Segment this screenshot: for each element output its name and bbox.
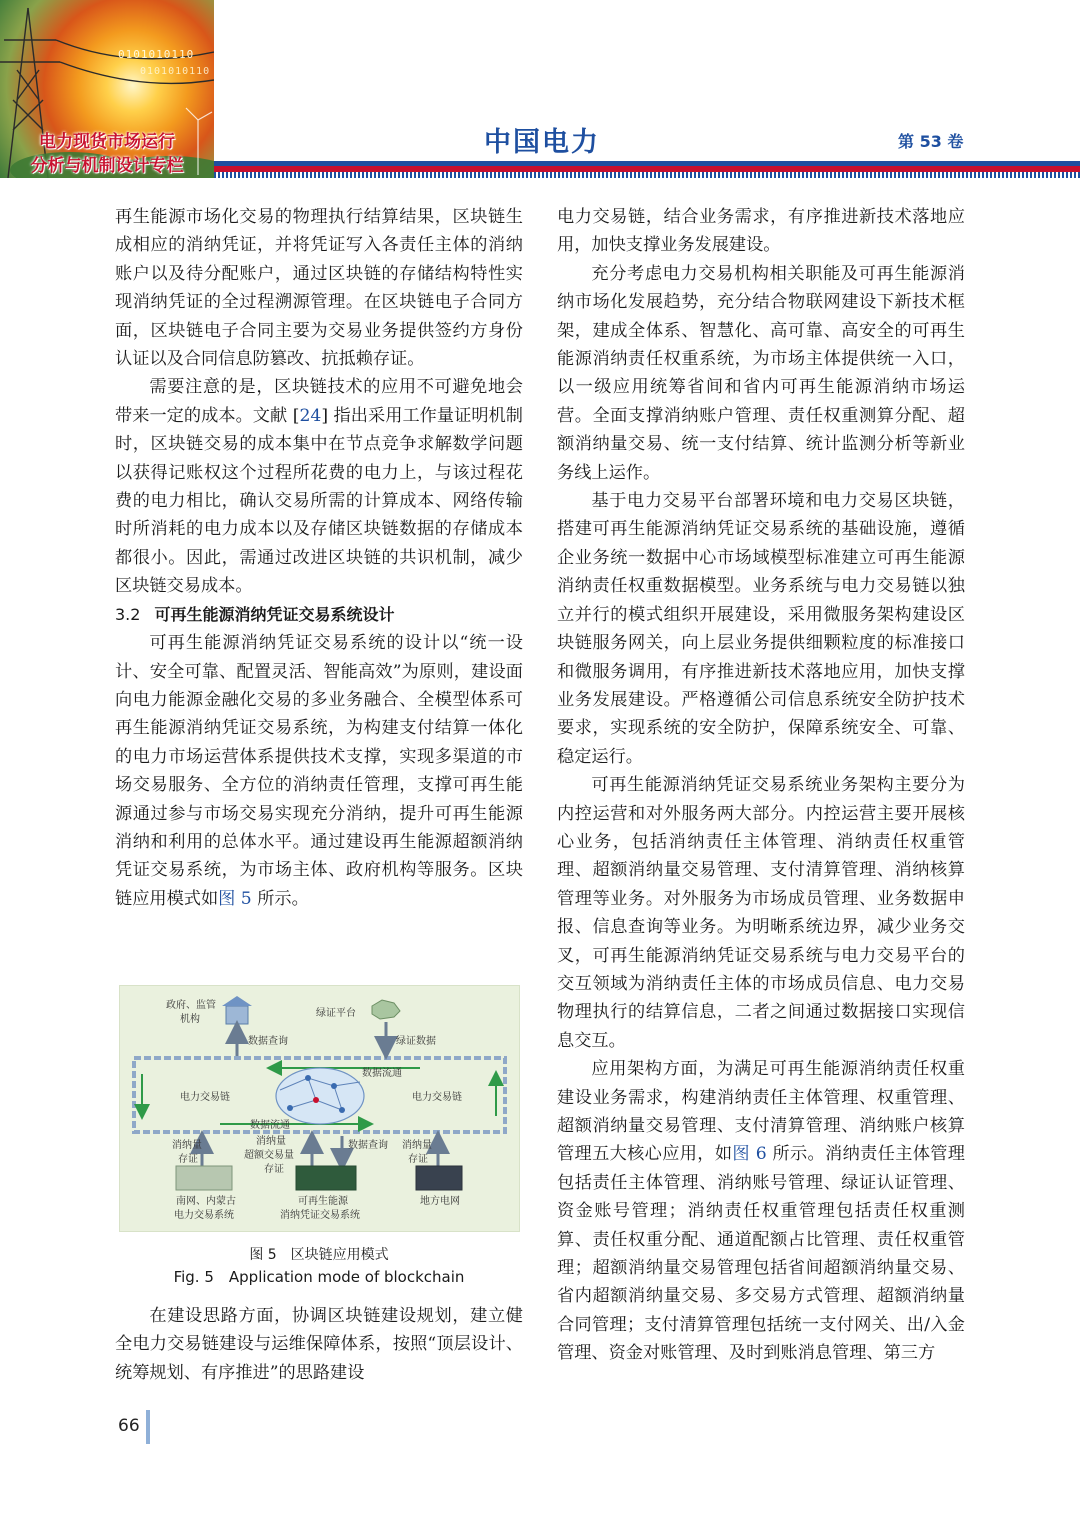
paragraph: 在建设思路方面，协调区块链建设规划，建立健全电力交易链建设与运维保障体系，按照“顶层设计、统筹规划、有序推进”的思路建设 (115, 1306, 523, 1383)
paragraph: 基于电力交易平台部署环境和电力交易区块链，搭建可再生能源消纳凭证交易系统的基础设施，遵循企业务统一数据中心市场域模型标准建立可再生能源消纳责任权重数据模型。业务系统与电力交易链以独立并行的模式组织开展建设，采用微服务架构建设区块链服务网关，向上层业务提供细颗粒度的标准接口和微服务调用，有序推进新技术落地应用，加快支撑业务发展建设。严格遵循公司信息系统安全防护技术要求，实现系统的安全防护，保障系统安全、可靠、稳定运行。 (557, 491, 965, 767)
right-column (557, 203, 965, 1368)
column-banner (0, 0, 214, 178)
binary-decoration-2: 0101010110 (140, 66, 211, 77)
green-data-label: 绿证数据 (396, 1036, 436, 1047)
renew-label-1: 可再生能源 (298, 1196, 348, 1207)
absorb-store-1a: 消纳量 (172, 1140, 202, 1151)
binary-decoration: 0101010110 (118, 48, 195, 61)
local-grid-label: 地方电网 (420, 1196, 460, 1207)
page-number: 66 (118, 1416, 140, 1436)
absorb-store-2b: 存证 (408, 1154, 428, 1165)
south-photo (176, 1166, 232, 1190)
paragraph: 需要注意的是，区块链技术的应用不可避免地会带来一定的成本。文献 [24] 指出采用工作量证明机制时，区块链交易的成本集中在节点竞争求解数学问题以获得记账权这个过程所花费的电力上，与该过程花费的电力相比，确认交易所需的计算成本、网络传输时所消耗的电力成本以及存储区块链数据的存储成本都很小。因此，需通过改进区块链的共识机制，减少区块链交易成本。 (115, 377, 523, 597)
section-title: 可再生能源消纳凭证交易系统设计 (154, 604, 395, 624)
reference-link[interactable]: 24 (299, 405, 322, 426)
column-title-line1: 电力现货市场运行 (39, 132, 175, 152)
header-rule-hatch (214, 172, 1080, 178)
paragraph: 可再生能源消纳凭证交易系统业务架构主要分为内控运营和对外服务两大部分。内控运营主要开展核心业务，包括消纳责任主体管理、消纳责任权重管理、超额消纳量交易管理、支付清算管理、消纳核算管理等业务。对外服务为市场成员管理、业务数据申报、信息查询等业务。为明晰系统边界，减少业务交叉，可再生能源消纳凭证交易系统与电力交易平台的交互领域为消纳责任主体的市场成员信息、电力交易物理执行的结算信息，二者之间通过数据接口实现信息交互。 (557, 775, 965, 1051)
local-photo (416, 1166, 462, 1190)
figure-link[interactable]: 图 6 (732, 1144, 767, 1165)
gov-label: 政府、监管 (166, 1000, 216, 1011)
renew-label-2: 消纳凭证交易系统 (280, 1210, 360, 1221)
china-map-icon (372, 1000, 400, 1019)
volume-label: 第 53 卷 (898, 132, 964, 151)
left-column (115, 203, 523, 913)
magazine-title: 中国电力 (484, 127, 600, 158)
paragraph: 再生能源市场化交易的物理执行结算结果，区块链生成相应的消纳凭证，并将凭证写入各责任主体的消纳账户以及待分配账户，通过区块链的存储结构特性实现消纳凭证的全过程溯源管理。在区块链电子合同方面，区块链电子合同主要为交易业务提供签约方身份认证以及合同信息防篡改、抗抵赖存证。 (115, 207, 523, 370)
gov-label-2: 机构 (180, 1014, 200, 1025)
excess-b: 超额交易量 (244, 1150, 294, 1161)
data-query-2: 数据查询 (348, 1140, 388, 1151)
chain-left-label: 电力交易链 (180, 1092, 230, 1103)
renew-photo (296, 1166, 356, 1190)
chain-right-label: 电力交易链 (412, 1092, 462, 1103)
paragraph: 可再生能源消纳凭证交易系统的设计以“统一设计、安全可靠、配置灵活、智能高效”为原则，建设面向电力能源金融化交易的多业务融合、全模型体系可再生能源消纳凭证交易系统，为构建支付结算一体化的电力市场运营体系提供技术支撑，实现多渠道的市场交易服务、全方位的消纳责任管理，支撑可再生能源通过参与市场交易实现充分消纳，提升可再生能源消纳和利用的总体水平。通过建设再生能源超额消纳凭证交易系统，为市场主体、政府机构等服务。区块链应用模式如图 5 所示。 (115, 633, 523, 909)
data-flow-top-label: 数据流通 (362, 1068, 402, 1079)
figure-caption-en: Fig. 5 Application mode of blockchain (173, 1268, 465, 1286)
absorb-store-1b: 存证 (178, 1154, 198, 1165)
gov-building-icon (222, 996, 252, 1024)
absorb-store-2a: 消纳量 (402, 1140, 432, 1151)
section-heading (115, 601, 523, 629)
network-globe-icon (276, 1068, 364, 1124)
section-number: 3.2 (115, 604, 141, 624)
figure-blockchain-mode (119, 985, 520, 1232)
excess-a: 消纳量 (256, 1136, 286, 1147)
south-label-2: 电力交易系统 (174, 1210, 234, 1221)
south-label-1: 南网、内蒙古 (176, 1196, 236, 1207)
excess-c: 存证 (264, 1164, 284, 1175)
paragraph: 应用架构方面，为满足可再生能源消纳责任权重建设业务需求，构建消纳责任主体管理、权重管理、超额消纳量交易管理、支付清算管理、消纳账户核算管理五大核心应用，如图 6 所示。消纳责任主体管理包括责任主体管理、消纳账号管理、绿证认证管理、资金账号管理；消纳责任权重管理包括责任权重测算、责任权重分配、通道配额占比管理、责任权重管理；超额消纳量交易管理包括省间超额消纳量交易、省内超额消纳量交易、多交易方式管理、超额消纳量合同管理；支付清算管理包括统一支付网关、出/入金管理、资金对账管理、及时到账消息管理、第三方 (557, 1059, 965, 1364)
blockchain-diagram (120, 986, 519, 1231)
data-query-label: 数据查询 (248, 1036, 288, 1047)
paragraph: 电力交易链，结合业务需求，有序推进新技术落地应用，加快支撑业务发展建设。 (557, 207, 965, 256)
green-platform-label: 绿证平台 (316, 1008, 356, 1019)
left-lower-text (115, 1302, 523, 1387)
column-title-line2: 分析与机制设计专栏 (30, 156, 184, 176)
page-number-bar (146, 1410, 150, 1444)
paragraph: 充分考虑电力交易机构相关职能及可再生能源消纳市场化发展趋势，充分结合物联网建设下新技术框架，建成全体系、智慧化、高可靠、高安全的可再生能源消纳责任权重系统，为市场主体提供统一入口，以一级应用统筹省间和省内可再生能源消纳市场运营。全面支撑消纳账户管理、责任权重测算分配、超额消纳量交易、统一支付结算、统计监测分析等新业务线上运作。 (557, 263, 965, 483)
figure-link[interactable]: 图 5 (218, 888, 252, 909)
data-flow-bottom-label: 数据流通 (250, 1120, 290, 1131)
figure-caption-cn: 图 5 区块链应用模式 (249, 1247, 389, 1263)
